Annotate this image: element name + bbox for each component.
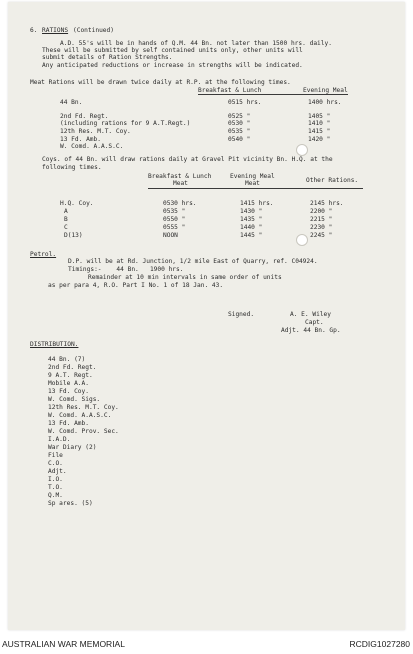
footer-ref: RCDIG1027280: [349, 639, 410, 649]
t1-unit: 13 Fd. Amb.: [60, 136, 101, 143]
distribution-item: C.O.: [48, 460, 63, 467]
t2-other: 2200 ": [310, 208, 333, 215]
coys-intro: following times.: [42, 164, 102, 171]
distribution-item: 44 Bn. (7): [48, 356, 86, 363]
t1-evening: 1405 ": [308, 113, 331, 120]
petrol-line: Timings:- 44 Bn. 1900 hrs.: [68, 266, 184, 273]
section-suffix: (Continued): [73, 27, 114, 34]
t1-header-evening: Evening Meal: [303, 87, 348, 94]
section-title: RATIONS: [42, 27, 69, 34]
t1-breakfast: 0515 hrs.: [228, 99, 262, 106]
t1-breakfast: 0530 ": [228, 120, 251, 127]
t2-other: 2145 hrs.: [310, 200, 344, 207]
t2-breakfast: 0530 hrs.: [163, 200, 197, 207]
distribution-item: Q.M.: [48, 492, 63, 499]
distribution-item: Mobile A.A.: [48, 380, 89, 387]
punch-hole-bottom: [296, 234, 308, 246]
coys-intro: Coys. of 44 Bn. will draw rations daily at Gravel Pit vicinity Bn. H.Q. at the: [42, 156, 333, 163]
t1-header-rule: [198, 94, 348, 95]
petrol-line: D.P. will be at Rd. Junction, 1/2 mile East of Quarry, ref. C04924.: [68, 258, 318, 265]
distribution-item: War Diary (2): [48, 444, 97, 451]
petrol-line: Remainder at 10 min intervals in same order of units: [88, 274, 282, 281]
distribution-item: Adjt.: [48, 468, 67, 475]
t1-unit: (including rations for 9 A.T.Regt.): [60, 120, 191, 127]
t1-evening: 1410 ": [308, 120, 331, 127]
distribution-item: 12th Res. M.T. Coy.: [48, 404, 119, 411]
t2-evening: 1440 ": [240, 224, 263, 231]
paragraph-line: submit details of Ration Strengths.: [42, 54, 173, 61]
distribution-item: I.A.D.: [48, 436, 71, 443]
t1-evening: 1415 ": [308, 128, 331, 135]
distribution-item: 9 A.T. Regt.: [48, 372, 93, 379]
t2-unit: H.Q. Coy.: [60, 200, 94, 207]
distribution-label: DISTRIBUTION.: [30, 341, 79, 348]
t2-other: 2215 ": [310, 216, 333, 223]
t2-other: 2230 ": [310, 224, 333, 231]
t2-unit: C: [64, 224, 68, 231]
signer-name: A. E. Wiley: [290, 311, 331, 318]
t2-header-rule: [148, 188, 363, 189]
t2-breakfast: 0555 ": [163, 224, 186, 231]
t2-evening: 1435 ": [240, 216, 263, 223]
footer-source: AUSTRALIAN WAR MEMORIAL: [2, 639, 125, 649]
t1-unit: 44 Bn.: [60, 99, 83, 106]
t1-evening: 1400 hrs.: [308, 99, 342, 106]
signer-rank: Capt.: [305, 319, 324, 326]
t2-other: 2245 ": [310, 232, 333, 239]
meat-intro: Meat Rations will be drawn twice daily at R.P. at the following times.: [30, 79, 291, 86]
t2-breakfast: 0550 ": [163, 216, 186, 223]
t1-evening: 1420 ": [308, 136, 331, 143]
t2-sub-meat: Meat: [245, 180, 260, 187]
petrol-line: as per para 4, R.O. Part I No. 1 of 18 Jan. 43.: [48, 282, 224, 289]
footer-bar: [0, 632, 413, 654]
t2-header-breakfast: Breakfast & Lunch: [148, 173, 212, 180]
paragraph-line: Any anticipated reductions or increase in strengths will be indicated.: [42, 62, 303, 69]
distribution-item: 2nd Fd. Regt.: [48, 364, 97, 371]
t2-evening: 1415 hrs.: [240, 200, 274, 207]
t2-evening: 1430 ": [240, 208, 263, 215]
distribution-item: W. Comd. A.A.S.C.: [48, 412, 112, 419]
t2-breakfast: NOON: [163, 232, 178, 239]
paragraph-line: A.D. 55's will be in hands of Q.M. 44 Bn. not later than 1500 hrs. daily.: [60, 40, 332, 47]
petrol-label: Petrol.: [30, 251, 57, 258]
t1-unit: 2nd Fd. Regt.: [60, 113, 109, 120]
punch-hole-top: [296, 144, 308, 156]
distribution-item: T.O.: [48, 484, 63, 491]
section-number: 6.: [30, 27, 38, 34]
distribution-item: 13 Fd. Amb.: [48, 420, 89, 427]
t2-evening: 1445 ": [240, 232, 263, 239]
t2-sub-meat: Meat: [173, 180, 188, 187]
signer-appointment: Adjt. 44 Bn. Gp.: [281, 327, 341, 334]
distribution-item: 13 Fd. Coy.: [48, 388, 89, 395]
distribution-item: I.O.: [48, 476, 63, 483]
distribution-item: Sp ares. (5): [48, 500, 93, 507]
distribution-item: W. Comd. Prov. Sec.: [48, 428, 119, 435]
t2-unit: B: [64, 216, 68, 223]
t1-header-breakfast: Breakfast & Lunch: [198, 87, 262, 94]
t1-breakfast: 0525 ": [228, 113, 251, 120]
t2-header-other: Other Rations.: [306, 177, 359, 184]
t1-unit: W. Comd. A.A.S.C.: [60, 143, 124, 150]
signed-label: Signed.: [228, 311, 255, 318]
paragraph-line: These will be submitted by self contained units only, other units will: [42, 47, 303, 54]
distribution-item: W. Comd. Sigs.: [48, 396, 101, 403]
t1-breakfast: 0535 ": [228, 128, 251, 135]
t2-breakfast: 0535 ": [163, 208, 186, 215]
t1-unit: 12th Res. M.T. Coy.: [60, 128, 131, 135]
t1-breakfast: 0540 ": [228, 136, 251, 143]
t2-header-evening: Evening Meal: [230, 173, 275, 180]
document-page: [8, 2, 405, 630]
distribution-item: File: [48, 452, 63, 459]
t2-unit: D(13): [64, 232, 83, 239]
t2-unit: A: [64, 208, 68, 215]
